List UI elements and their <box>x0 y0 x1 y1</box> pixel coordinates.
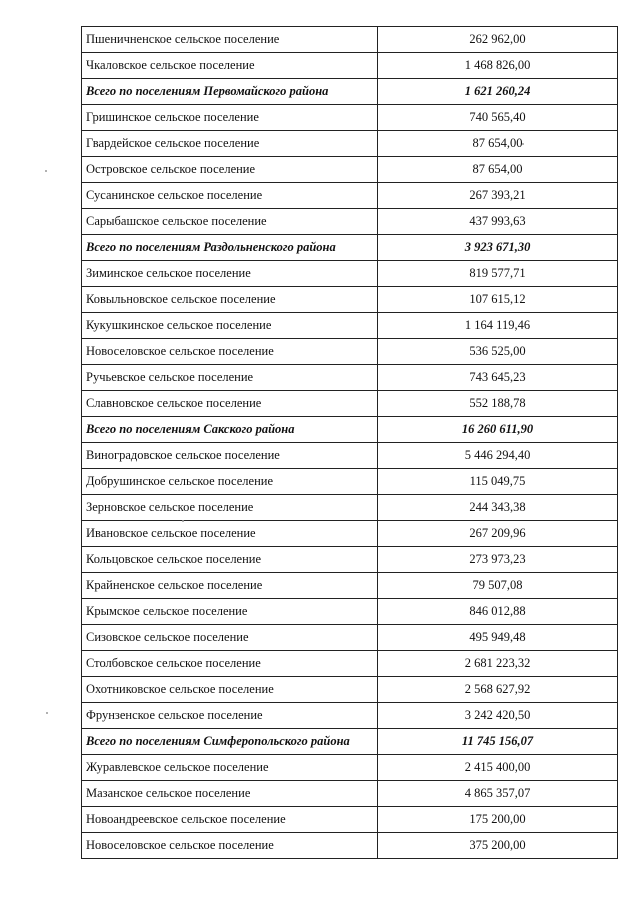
settlement-name: Крайненское сельское поселение <box>82 573 378 599</box>
table-row <box>82 365 618 391</box>
scan-speck <box>522 143 524 145</box>
table-row <box>82 209 618 235</box>
settlement-name: Новоселовское сельское поселение <box>82 339 378 365</box>
settlement-name: Сарыбашское сельское поселение <box>82 209 378 235</box>
settlement-name: Славновское сельское поселение <box>82 391 378 417</box>
settlement-name: Сусанинское сельское поселение <box>82 183 378 209</box>
table-row <box>82 651 618 677</box>
settlement-amount: 3 242 420,50 <box>378 703 618 729</box>
district-total-amount: 11 745 156,07 <box>378 729 618 755</box>
settlement-amount: 740 565,40 <box>378 105 618 131</box>
settlement-amount: 267 209,96 <box>378 521 618 547</box>
settlement-name: Охотниковское сельское поселение <box>82 677 378 703</box>
settlement-amount: 175 200,00 <box>378 807 618 833</box>
scan-speck <box>45 170 47 172</box>
table-row <box>82 183 618 209</box>
scan-speck <box>182 520 184 522</box>
table-row <box>82 313 618 339</box>
settlement-name: Столбовское сельское поселение <box>82 651 378 677</box>
settlement-amount: 79 507,08 <box>378 573 618 599</box>
table-row <box>82 573 618 599</box>
table-row <box>82 261 618 287</box>
settlements-budget-table <box>81 26 618 859</box>
district-total-amount: 1 621 260,24 <box>378 79 618 105</box>
settlement-name: Крымское сельское поселение <box>82 599 378 625</box>
table-row <box>82 131 618 157</box>
district-total-label: Всего по поселениям Первомайского района <box>82 79 378 105</box>
settlement-amount: 87 654,00 <box>378 131 618 157</box>
settlement-name: Сизовское сельское поселение <box>82 625 378 651</box>
settlement-amount: 115 049,75 <box>378 469 618 495</box>
district-total-label: Всего по поселениям Сакского района <box>82 417 378 443</box>
table-row <box>82 339 618 365</box>
settlement-name: Гвардейское сельское поселение <box>82 131 378 157</box>
settlement-name: Кукушкинское сельское поселение <box>82 313 378 339</box>
table-row <box>82 703 618 729</box>
table-body <box>82 27 618 859</box>
settlement-amount: 846 012,88 <box>378 599 618 625</box>
settlement-amount: 437 993,63 <box>378 209 618 235</box>
settlement-name: Новоселовское сельское поселение <box>82 833 378 859</box>
table-row <box>82 53 618 79</box>
table-row <box>82 677 618 703</box>
settlement-amount: 536 525,00 <box>378 339 618 365</box>
settlement-name: Островское сельское поселение <box>82 157 378 183</box>
table-row <box>82 443 618 469</box>
district-total-row <box>82 729 618 755</box>
table-row <box>82 833 618 859</box>
table-row <box>82 469 618 495</box>
district-total-row <box>82 235 618 261</box>
table-row <box>82 755 618 781</box>
district-total-row <box>82 417 618 443</box>
settlement-amount: 552 188,78 <box>378 391 618 417</box>
settlement-amount: 2 568 627,92 <box>378 677 618 703</box>
settlement-name: Кольцовское сельское поселение <box>82 547 378 573</box>
settlement-amount: 495 949,48 <box>378 625 618 651</box>
table-row <box>82 521 618 547</box>
settlement-name: Журавлевское сельское поселение <box>82 755 378 781</box>
table-row <box>82 625 618 651</box>
settlement-name: Гришинское сельское поселение <box>82 105 378 131</box>
settlement-amount: 267 393,21 <box>378 183 618 209</box>
settlement-amount: 262 962,00 <box>378 27 618 53</box>
settlement-amount: 375 200,00 <box>378 833 618 859</box>
scan-speck <box>46 712 48 714</box>
table-row <box>82 287 618 313</box>
settlement-amount: 1 468 826,00 <box>378 53 618 79</box>
settlement-amount: 743 645,23 <box>378 365 618 391</box>
table-row <box>82 495 618 521</box>
settlement-name: Зерновское сельское поселение <box>82 495 378 521</box>
settlement-amount: 4 865 357,07 <box>378 781 618 807</box>
district-total-label: Всего по поселениям Симферопольского района <box>82 729 378 755</box>
settlement-name: Чкаловское сельское поселение <box>82 53 378 79</box>
settlement-name: Виноградовское сельское поселение <box>82 443 378 469</box>
table-row <box>82 807 618 833</box>
table-row <box>82 27 618 53</box>
settlement-name: Пшеничненское сельское поселение <box>82 27 378 53</box>
table-row <box>82 391 618 417</box>
district-total-row <box>82 79 618 105</box>
table-row <box>82 105 618 131</box>
table-row <box>82 781 618 807</box>
table-row <box>82 157 618 183</box>
settlement-name: Зиминское сельское поселение <box>82 261 378 287</box>
settlement-amount: 2 415 400,00 <box>378 755 618 781</box>
settlement-name: Новоандреевское сельское поселение <box>82 807 378 833</box>
settlement-amount: 87 654,00 <box>378 157 618 183</box>
settlement-name: Мазанское сельское поселение <box>82 781 378 807</box>
table-row <box>82 547 618 573</box>
settlement-name: Фрунзенское сельское поселение <box>82 703 378 729</box>
settlement-name: Ковыльновское сельское поселение <box>82 287 378 313</box>
settlement-name: Добрушинское сельское поселение <box>82 469 378 495</box>
settlement-amount: 107 615,12 <box>378 287 618 313</box>
settlement-name: Ручьевское сельское поселение <box>82 365 378 391</box>
settlement-amount: 5 446 294,40 <box>378 443 618 469</box>
settlement-amount: 244 343,38 <box>378 495 618 521</box>
district-total-amount: 3 923 671,30 <box>378 235 618 261</box>
district-total-amount: 16 260 611,90 <box>378 417 618 443</box>
settlement-amount: 2 681 223,32 <box>378 651 618 677</box>
settlement-name: Ивановское сельское поселение <box>82 521 378 547</box>
settlement-amount: 819 577,71 <box>378 261 618 287</box>
table-row <box>82 599 618 625</box>
settlement-amount: 1 164 119,46 <box>378 313 618 339</box>
district-total-label: Всего по поселениям Раздольненского района <box>82 235 378 261</box>
settlement-amount: 273 973,23 <box>378 547 618 573</box>
